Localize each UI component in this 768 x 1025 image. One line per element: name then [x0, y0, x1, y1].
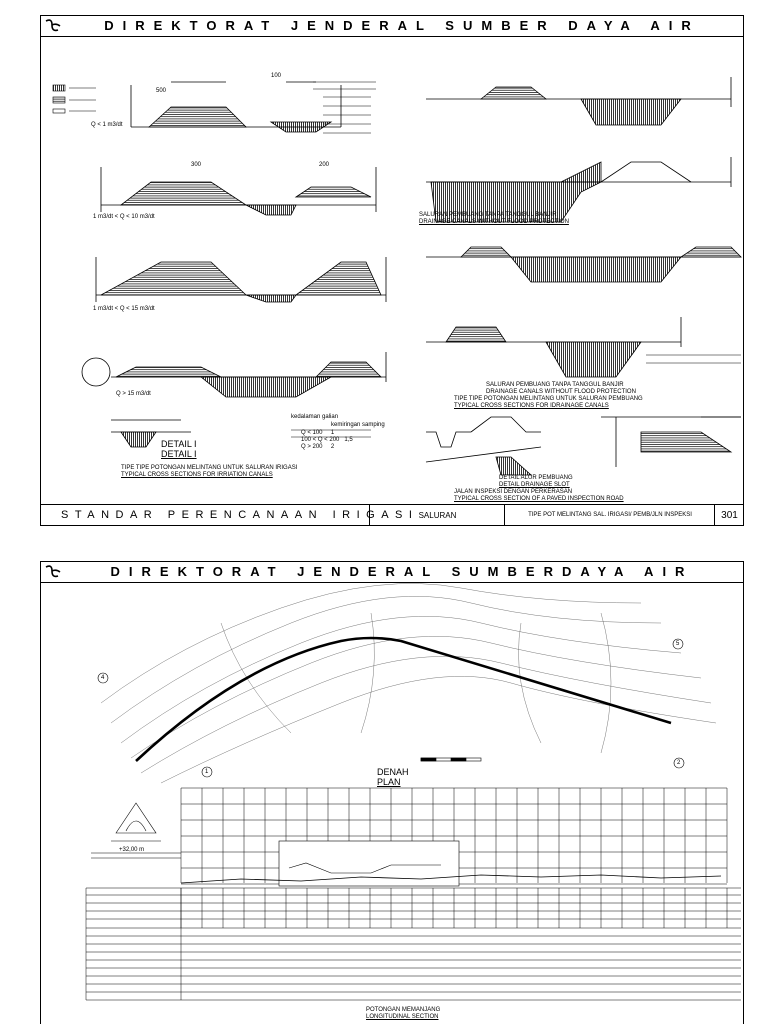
irrigation-caption-en: TYPICAL CROSS SECTIONS FOR IRRIATION CANALS: [121, 472, 273, 478]
irrigation-section-3: [96, 257, 386, 302]
slot-caption-id: DETAIL ALUR PEMBUANG: [499, 475, 573, 481]
q-label-1: Q < 1 m3/dt: [91, 122, 123, 128]
profile-data-table: [86, 888, 741, 1000]
profile-label-en: LONGITUDINAL SECTION: [366, 1014, 439, 1020]
q-label-3: 1 m3/dt < Q < 15 m3/dt: [93, 306, 155, 312]
sheet-footer: [41, 504, 743, 525]
table-row-3: Q > 200 2: [301, 444, 335, 450]
contour-lines: [101, 584, 716, 784]
ministry-logo-icon: [43, 563, 63, 581]
drainage-section-1: [426, 77, 731, 125]
sheet-title: DIREKTORAT JENDERAL SUMBER DAYA AIR: [104, 18, 700, 33]
drawing-sheet-301: [40, 15, 744, 526]
drain-caption-1-id: SALURAN PEMBUANG TANPA TANGGUL BANJIR: [419, 212, 557, 218]
inspection-road-detail: [601, 417, 741, 467]
profile-label-id: POTONGAN MEMANJANG: [366, 1007, 441, 1013]
plan-and-profile-drawing: [41, 583, 745, 1025]
irrigation-caption-id: TIPE TIPE POTONGAN MELINTANG UNTUK SALURAN IRIGASI: [121, 465, 298, 471]
ministry-logo-icon: [43, 17, 63, 35]
marker-1-label: 1: [205, 769, 209, 775]
drain-caption-2-id: SALURAN PEMBUANG TANPA TANGGUL BANJIR: [486, 382, 624, 388]
table-row-2: 100 < Q < 200 1,5: [301, 437, 353, 443]
drainage-section-3: [426, 247, 741, 282]
dim-200-label: 200: [319, 162, 330, 168]
road-caption-en: TYPICAL CROSS SECTION OF A PAVED INSPECTION ROAD: [454, 496, 624, 502]
sheet-header: [41, 562, 743, 583]
legend-box: [53, 85, 96, 113]
detail-label-2: DETAIL I: [161, 449, 197, 459]
slot-caption-en: DETAIL DRAINAGE SLOT: [499, 482, 570, 488]
footer-sheet-number: 301: [714, 505, 744, 525]
footer-category: SALURAN: [369, 505, 505, 525]
elevation-label: +32,00 m: [119, 847, 145, 853]
dim-300-label: 300: [191, 162, 202, 168]
q-label-2: 1 m3/dt < Q < 10 m3/dt: [93, 214, 155, 220]
slope-table-right: [646, 355, 741, 363]
sheet-header: [41, 16, 743, 37]
drainage-slot-detail: [426, 417, 541, 475]
q-label-4: Q > 15 m3/dt: [116, 391, 151, 397]
footer-description: TIPE POT MELINTANG SAL. IRIGASI/ PEMB/JLN INSPEKSI: [504, 505, 715, 525]
detail-label-1: DETAIL I: [161, 439, 197, 449]
drawing-sheet-plan: [40, 561, 744, 1024]
sheet-title: DIREKTORAT JENDERAL SUMBERDAYA AIR: [110, 564, 694, 579]
irrigation-section-2: [101, 167, 376, 215]
table-head-2: kemiringan samping: [331, 422, 385, 428]
plan-label-en: PLAN: [377, 777, 401, 787]
plan-label-id: DENAH: [377, 767, 409, 777]
table-row-1: Q < 100 1: [301, 430, 335, 436]
drainage-caption-en: TYPICAL CROSS SECTIONS FOR IDRAINAGE CANALS: [454, 403, 609, 409]
marker-4-label: 4: [101, 675, 105, 681]
dim-100-label: 100: [271, 73, 282, 79]
dim-500-label: 500: [156, 88, 167, 94]
canal-alignment: [136, 638, 671, 761]
drainage-caption-id: TIPE TIPE POTONGAN MELINTANG UNTUK SALURAN PEMBUANG: [454, 396, 643, 402]
road-caption-id: JALAN INSPEKSI DENGAN PERKERASAN: [454, 489, 573, 495]
footer-standard: STANDAR PERENCANAAN IRIGASI: [61, 509, 419, 521]
scale-bar: [421, 758, 481, 761]
marker-5-label: 5: [676, 641, 680, 647]
cross-sections-drawing: [41, 37, 745, 505]
drain-caption-2-en: DRAINAGE CANALS WITHOUT FLOOD PROTECTION: [486, 389, 636, 395]
table-head-1: kedalaman galian: [291, 414, 339, 420]
drain-caption-1-en: DRAINAGE CANALS WITHOUT FLOOD PROTECTION: [419, 219, 569, 225]
marker-2-label: 2: [677, 760, 681, 766]
drainage-section-4: [426, 317, 681, 377]
key-plan-icon: [111, 803, 161, 841]
inset-cross-section: [279, 841, 459, 886]
